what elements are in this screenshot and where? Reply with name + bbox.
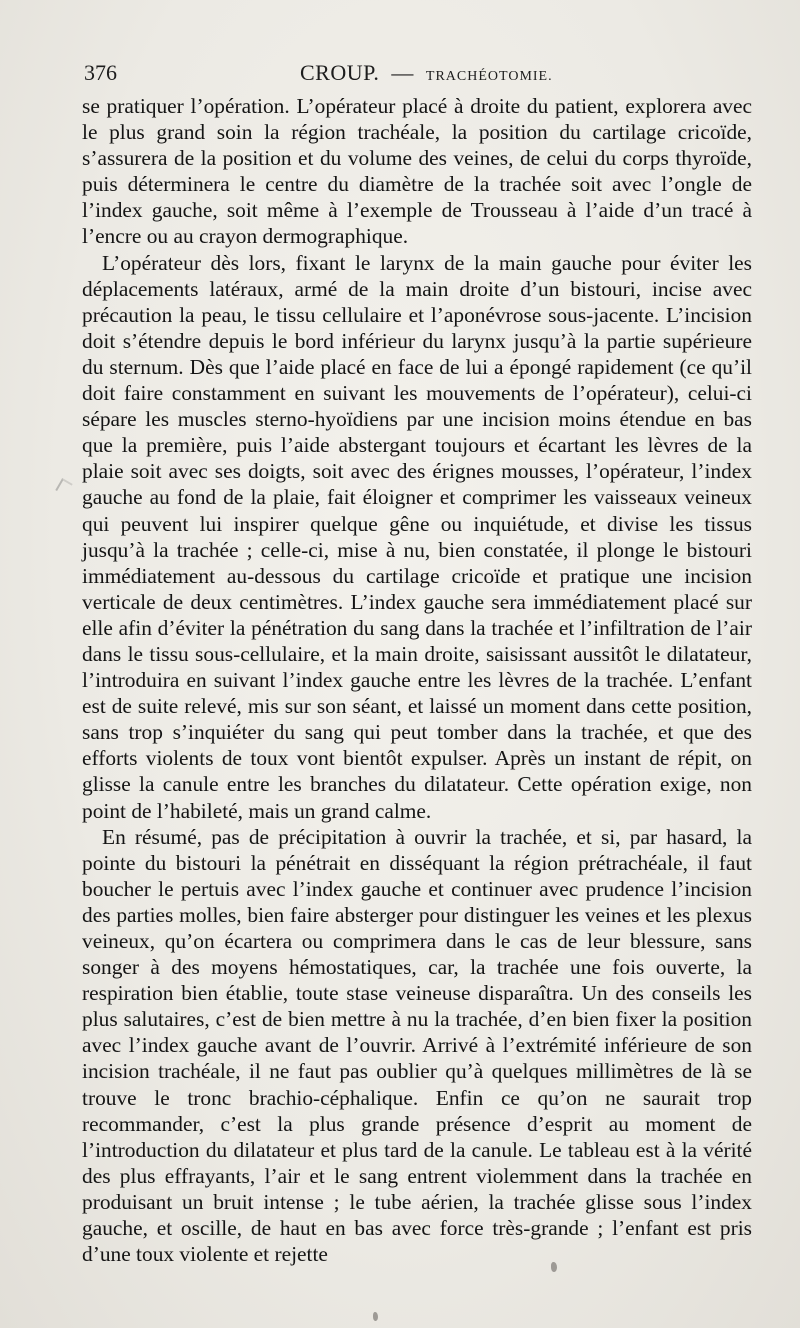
title-separator: — [391,60,414,85]
section-title: TRACHÉOTOMIE. [425,69,553,84]
paragraph-3: En résumé, pas de précipitation à ouvrir la trachée, et si, par hasard, la pointe du bistouri la pénétrait en disséquant la région prétrachéale, il faut boucher le pertuis avec l’index gauche et continuer avec prudence l’incision des parties molles, bien faire absterger pour distinguer les veines et les plexus veineux, qu’on écartera ou comprimera dans le cas de leur blessure, sans songer à des moyens hémostatiques, car, la trachée une fois ouverte, la respiration bien établie, toute stase veineuse disparaîtra. Un des conseils les plus salutaires, c’est de bien mettre à nu la trachée, d’en bien fixer la position avec l’index gauche avant de l’ouvrir. Arrivé à l’extrémité inférieure de son incision trachéale, il ne faut pas oublier qu’à quelques millimètres de là se trouve le tronc brachio-céphalique. Enfin ce qu’on ne saurait trop recommander, c’est la plus grande présence d’esprit au moment de l’introduction du dilatateur et plus tard de la canule. Le tableau est à la vérité des plus effrayants, l’air et le sang entrent violemment dans la trachée en produisant un bruit intense ; le tube aérien, la trachée glisse sous l’index gauche, et oscille, de haut en bas avec force très-grande ; l’enfant est pris d’une toux violente et rejette [82,824,752,1267]
running-title [300,60,553,86]
running-header [84,60,750,90]
margin-mark [55,478,72,496]
ink-speck [373,1312,378,1321]
ink-speck [551,1262,557,1272]
paragraph-2: L’opérateur dès lors, fixant le larynx de la main gauche pour éviter les déplacements latéraux, armé de la main droite d’un bistouri, incise avec précaution la peau, le tissu cellulaire et l’aponévrose sous-jacente. L’incision doit s’étendre depuis le bord inférieur du larynx jusqu’à la partie supérieure du sternum. Dès que l’aide placé en face de lui a épongé rapidement (ce qu’il doit faire constamment en suivant les mouvements de l’opérateur), celui-ci sépare les muscles sterno-hyoïdiens par une incision moins étendue en bas que la première, puis l’aide abstergant toujours et écartant les lèvres de la plaie soit avec ses doigts, soit avec des érignes mousses, l’opérateur, l’index gauche au fond de la plaie, fait éloigner et comprimer les vaisseaux veineux qui peuvent lui inspirer quelque gêne ou inquiétude, et divise les tissus jusqu’à la trachée ; celle-ci, mise à nu, bien constatée, il plonge le bistouri immédiatement au-dessous du cartilage cricoïde et pratique une incision verticale de deux centimètres. L’index gauche sera immédiatement placé sur elle afin d’éviter la pénétration du sang dans la trachée et l’infiltration de l’air dans le tissu sous-cellulaire, et la main droite, saisissant aussitôt le dilatateur, l’introduira en suivant l’index gauche entre les lèvres de la trachée. L’enfant est de suite relevé, mis sur son séant, et laissé un moment dans cette position, sans trop s’inquiéter du sang qui peut tomber dans la trachée, et que des efforts violents de toux vont bientôt expulser. Après un instant de répit, on glisse la canule entre les branches du dilatateur. Cette opération exige, non point de l’habileté, mais un grand calme. [82,250,752,823]
chapter-title: CROUP. [300,60,380,85]
page-number: 376 [84,60,117,85]
body-text [82,93,752,1267]
paragraph-1: se pratiquer l’opération. L’opérateur placé à droite du patient, explorera avec le plus grand soin la région trachéale, la position du cartilage cricoïde, s’assurera de la position et du volume des veines, de celui du corps thyroïde, puis déterminera le centre du diamètre de la trachée soit avec l’ongle de l’index gauche, soit même à l’exemple de Trousseau à l’aide d’un tracé à l’encre ou au crayon dermographique. [82,94,752,249]
